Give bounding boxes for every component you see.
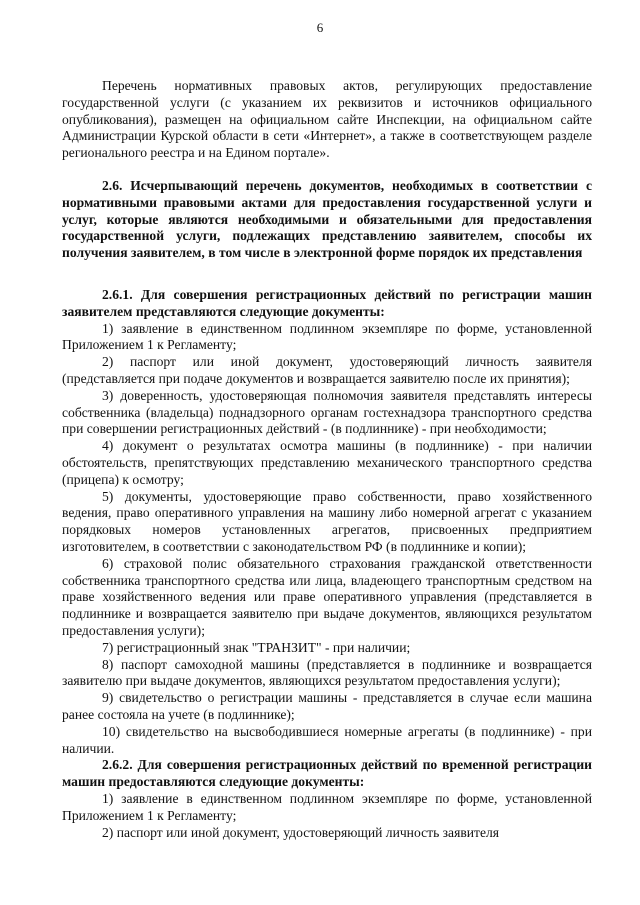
section-2-6-title: 2.6. Исчерпывающий перечень документов, необходимых в соответствии с нормативными правовыми актами для предоставления государственной услуги и услуг, которые являются необходимыми и обязательными для предоставления государственной услуги, подлежащих представлению заявителем, способы их получения заявителем, в том числе в электронной форме порядок их представления bbox=[62, 178, 592, 261]
list-item: 10) свидетельство на высвободившиеся номерные агрегаты (в подлиннике) - при наличии. bbox=[62, 723, 592, 756]
list-item: 9) свидетельство о регистрации машины - представляется в случае если машина ранее состояла на учете (в подлиннике); bbox=[62, 690, 592, 722]
list-item: 8) паспорт самоходной машины (представляется в подлиннике и возвращается заявителю при выдаче документов, являющихся результатом предоставления услуги); bbox=[62, 656, 592, 689]
section-2-6-2-title: 2.6.2. Для совершения регистрационных действий по временной регистрации машин предоставляются следующие документы: bbox=[62, 757, 592, 790]
list-item: 7) регистрационный знак "ТРАНЗИТ" - при наличии; bbox=[102, 639, 411, 655]
intro-paragraph: Перечень нормативных правовых актов, регулирующих предоставление государственной услуги (с указанием их реквизитов и источников официального опубликования), размещен на официальном сайте Инспекции, на официальном сайте Администрации Курской области в сети «Интернет», а также в соответствующем разделе регионального реестра и на Едином портале». bbox=[62, 78, 592, 161]
list-item: 2) паспорт или иной документ, удостоверяющий личность заявителя bbox=[102, 824, 500, 840]
page-number: 6 bbox=[316, 20, 324, 35]
list-item: 1) заявление в единственном подлинном экземпляре по форме, установленной Приложением 1 к Регламенту; bbox=[62, 790, 592, 823]
intro-block bbox=[62, 78, 592, 162]
list-item: 3) доверенность, удостоверяющая полномочия заявителя представлять интересы собственника (владельца) поднадзорного органам гостехнадзора транспортного средства при совершении регистрационных действий - (в подлиннике) - при необходимости; bbox=[62, 387, 592, 437]
section-2-6-1 bbox=[62, 287, 592, 841]
list-item: 4) документ о результатах осмотра машины (в подлиннике) - при наличии обстоятельств, препятствующих представлению механического транспортного средства (прицепа) к осмотру; bbox=[62, 438, 592, 487]
list-item: 1) заявление в единственном подлинном экземпляре по форме, установленной Приложением 1 к Регламенту; bbox=[62, 320, 592, 353]
list-item: 2) паспорт или иной документ, удостоверяющий личность заявителя (представляется при подаче документов и возвращается заявителю после их принятия); bbox=[62, 354, 592, 386]
list-item: 5) документы, удостоверяющие право собственности, право хозяйственного ведения, право оперативного управления на машину либо номерной агрегат с указанием порядковых номеров установленных агрегатов, присвоенных предприятием изготовителем, в соответствии с законодательством РФ (в подлиннике и копии); bbox=[62, 488, 592, 554]
section-2-6-1-title: 2.6.1. Для совершения регистрационных действий по регистрации машин заявителем представляются следующие документы: bbox=[62, 287, 592, 319]
list-item: 6) страховой полис обязательного страхования гражданской ответственности собственника транспортного средства или лица, владеющего транспортным средством на праве хозяйственного ведения или праве оперативного управления (представляется в подлиннике и возвращается заявителю при выдаче документов, являющихся результатом предоставления услуги); bbox=[62, 555, 592, 638]
